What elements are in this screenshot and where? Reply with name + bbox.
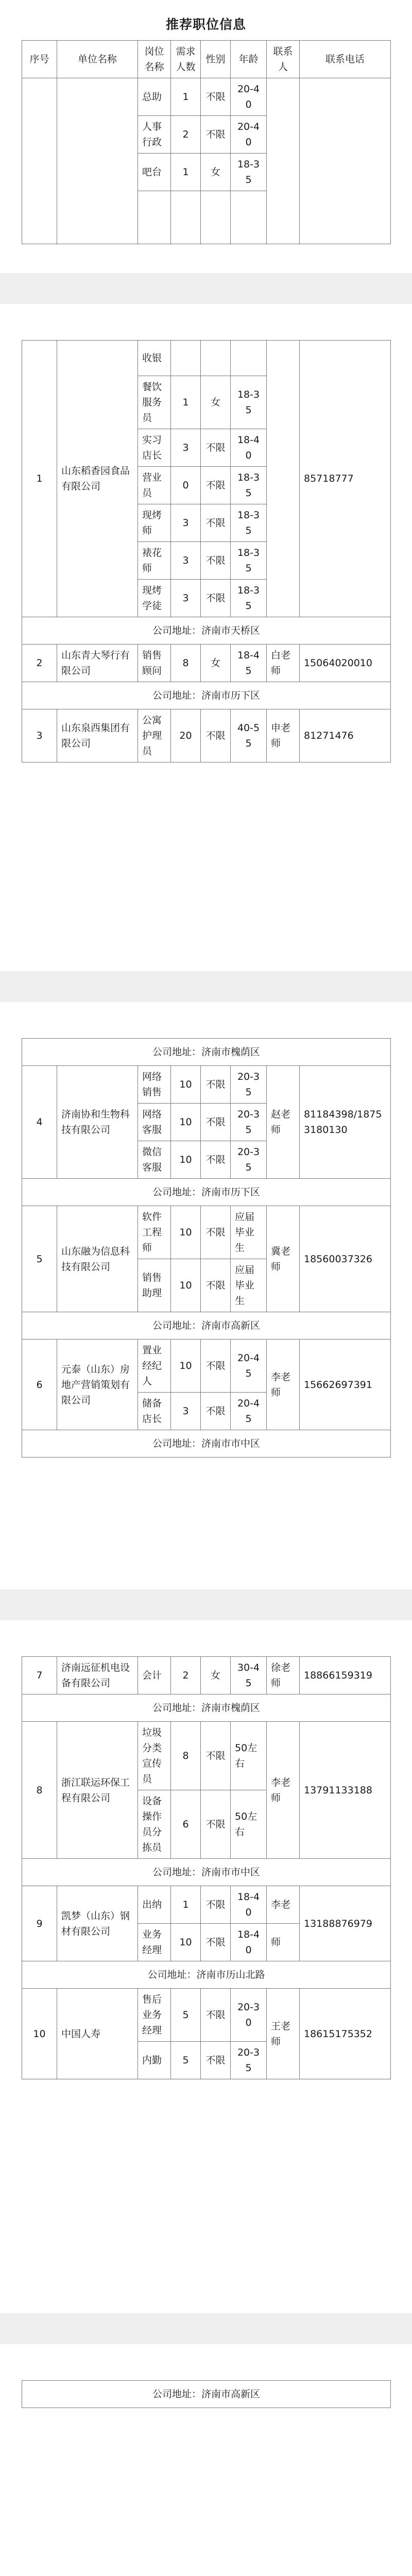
cell-job: 售后业务经理 bbox=[138, 1989, 171, 2042]
cell-job: 人事行政 bbox=[138, 116, 171, 154]
cell-age: 20-45 bbox=[231, 1393, 267, 1430]
company-contact: 申老师 bbox=[267, 709, 300, 762]
company-address: 公司地址：济南市槐荫区 bbox=[22, 1039, 391, 1066]
cell-job: 置业经纪人 bbox=[138, 1340, 171, 1393]
cell-num: 20 bbox=[171, 709, 201, 762]
company-no: 7 bbox=[22, 1657, 57, 1694]
address-row bbox=[22, 1961, 391, 1989]
table-row bbox=[22, 1886, 391, 1924]
company-name: 山东青大琴行有限公司 bbox=[57, 645, 138, 682]
header-sex: 性别 bbox=[201, 41, 231, 78]
company-address: 公司地址：济南市历下区 bbox=[22, 1179, 391, 1206]
company-contact: 徐老师 bbox=[267, 1657, 300, 1694]
address-row bbox=[22, 1859, 391, 1886]
cell-age: 18-35 bbox=[231, 376, 267, 429]
cell-job: 设备操作员分拣员 bbox=[138, 1790, 171, 1859]
cell-age: 18-40 bbox=[231, 1886, 267, 1924]
cell-num: 10 bbox=[171, 1206, 201, 1259]
company-phone: 18866159319 bbox=[300, 1657, 391, 1694]
company-table-3 bbox=[22, 1656, 391, 2079]
cell-sex: 不限 bbox=[201, 1886, 231, 1924]
company-no: 3 bbox=[22, 709, 57, 762]
cell-age: 20-35 bbox=[231, 1104, 267, 1141]
cell-num: 3 bbox=[171, 580, 201, 617]
cell-age: 20-40 bbox=[231, 78, 267, 116]
cell-num: 0 bbox=[171, 467, 201, 504]
company-address: 公司地址：济南市槐荫区 bbox=[22, 1694, 391, 1722]
table-row bbox=[22, 1066, 391, 1104]
cell-job: 业务经理 bbox=[138, 1924, 171, 1961]
cell-sex: 不限 bbox=[201, 116, 231, 154]
cell-sex bbox=[201, 191, 231, 244]
cell-num: 1 bbox=[171, 78, 201, 116]
company-name: 中国人寿 bbox=[57, 1989, 138, 2079]
company-name: 凯梦（山东）钢材有限公司 bbox=[57, 1886, 138, 1961]
cell-sex: 不限 bbox=[201, 1340, 231, 1393]
cell-num: 8 bbox=[171, 645, 201, 682]
company-phone: 18615175352 bbox=[300, 1989, 391, 2079]
company-no: 10 bbox=[22, 1989, 57, 2079]
cell-job: 网络销售 bbox=[138, 1066, 171, 1104]
cell-job: 微信客服 bbox=[138, 1141, 171, 1179]
company-no: 2 bbox=[22, 645, 57, 682]
cell-no bbox=[22, 78, 57, 244]
cell-sex: 不限 bbox=[201, 1259, 231, 1312]
cell-job: 吧台 bbox=[138, 154, 171, 191]
company-address: 公司地址：济南市天桥区 bbox=[22, 617, 391, 645]
table-row bbox=[22, 1722, 391, 1790]
company-name: 山东融为信息科技有限公司 bbox=[57, 1206, 138, 1312]
table-row bbox=[22, 1340, 391, 1393]
cell-age: 50左右 bbox=[231, 1722, 267, 1790]
cell-sex bbox=[201, 341, 231, 376]
company-phone: 15064020010 bbox=[300, 645, 391, 682]
cell-num: 3 bbox=[171, 542, 201, 580]
cell-sex: 不限 bbox=[201, 1393, 231, 1430]
header-age: 年龄 bbox=[231, 41, 267, 78]
cell-age: 50左右 bbox=[231, 1790, 267, 1859]
header-company: 单位名称 bbox=[57, 41, 138, 78]
cell-num: 1 bbox=[171, 376, 201, 429]
company-phone: 81184398/18753180130 bbox=[300, 1066, 391, 1179]
cell-age: 应届毕业生 bbox=[231, 1206, 267, 1259]
company-phone: 13188876979 bbox=[300, 1886, 391, 1961]
cell-job: 总助 bbox=[138, 78, 171, 116]
company-phone: 81271476 bbox=[300, 709, 391, 762]
company-table-2 bbox=[22, 1038, 391, 1458]
company-address: 公司地址：济南市市中区 bbox=[22, 1859, 391, 1886]
company-address: 公司地址：济南市高新区 bbox=[22, 2381, 391, 2408]
company-phone: 18560037326 bbox=[300, 1206, 391, 1312]
company-contact: 白老师 bbox=[267, 645, 300, 682]
cell-sex: 不限 bbox=[201, 1206, 231, 1259]
company-name: 元泰（山东）房地产营销策划有限公司 bbox=[57, 1340, 138, 1430]
cell-job: 内勤 bbox=[138, 2042, 171, 2079]
cell-company bbox=[57, 78, 138, 244]
company-table-4 bbox=[22, 2380, 391, 2408]
cell-sex: 不限 bbox=[201, 1104, 231, 1141]
cell-age: 18-35 bbox=[231, 154, 267, 191]
cell-num: 5 bbox=[171, 1989, 201, 2042]
cell-age: 20-45 bbox=[231, 1340, 267, 1393]
cell-age: 30-45 bbox=[231, 1657, 267, 1694]
cell-job: 现烤师 bbox=[138, 504, 171, 542]
cell-job: 营业员 bbox=[138, 467, 171, 504]
cell-age: 20-30 bbox=[231, 1989, 267, 2042]
address-row bbox=[22, 1179, 391, 1206]
cell-sex: 不限 bbox=[201, 429, 231, 467]
company-address: 公司地址：济南市历下区 bbox=[22, 682, 391, 709]
cell-job: 收银 bbox=[138, 341, 171, 376]
table-row bbox=[22, 341, 391, 376]
header-no: 序号 bbox=[22, 41, 57, 78]
cell-age: 应届毕业生 bbox=[231, 1259, 267, 1312]
address-row bbox=[22, 2381, 391, 2408]
cell-num: 6 bbox=[171, 1790, 201, 1859]
cell-age: 18-35 bbox=[231, 504, 267, 542]
address-row bbox=[22, 1430, 391, 1458]
cell-sex: 不限 bbox=[201, 580, 231, 617]
cell-age: 18-35 bbox=[231, 542, 267, 580]
header-job: 岗位名称 bbox=[138, 41, 171, 78]
cell-sex: 不限 bbox=[201, 1066, 231, 1104]
company-name: 山东稻香园食品有限公司 bbox=[57, 341, 138, 617]
cell-age: 20-35 bbox=[231, 2042, 267, 2079]
cell-job: 裱花师 bbox=[138, 542, 171, 580]
cell-num: 8 bbox=[171, 1722, 201, 1790]
cell-job: 销售顾问 bbox=[138, 645, 171, 682]
company-name: 济南协和生物科技有限公司 bbox=[57, 1066, 138, 1179]
cell-contact-part: 师 bbox=[267, 1924, 300, 1961]
cell-num: 2 bbox=[171, 1657, 201, 1694]
cell-job: 出纳 bbox=[138, 1886, 171, 1924]
company-no: 1 bbox=[22, 341, 57, 617]
cell-sex: 女 bbox=[201, 645, 231, 682]
cell-sex: 不限 bbox=[201, 1924, 231, 1961]
company-no: 4 bbox=[22, 1066, 57, 1179]
cell-sex: 不限 bbox=[201, 1722, 231, 1790]
cell-job: 销售助理 bbox=[138, 1259, 171, 1312]
table-row bbox=[22, 1657, 391, 1694]
cell-sex: 女 bbox=[201, 1657, 231, 1694]
cell-sex: 不限 bbox=[201, 1141, 231, 1179]
cell-job: 垃圾分类宣传员 bbox=[138, 1722, 171, 1790]
cell-contact-part: 李老 bbox=[267, 1886, 300, 1924]
cell-sex: 不限 bbox=[201, 467, 231, 504]
cell-num: 1 bbox=[171, 154, 201, 191]
company-contact: 李老师 bbox=[267, 1340, 300, 1430]
cell-num: 10 bbox=[171, 1141, 201, 1179]
cell-age: 18-45 bbox=[231, 645, 267, 682]
address-row bbox=[22, 617, 391, 645]
cell-num: 10 bbox=[171, 1924, 201, 1961]
company-table-1 bbox=[22, 340, 391, 762]
cell-sex: 不限 bbox=[201, 2042, 231, 2079]
header-contact: 联系人 bbox=[267, 41, 300, 78]
table-row bbox=[22, 1206, 391, 1259]
cell-age: 18-35 bbox=[231, 467, 267, 504]
company-contact: 赵老师 bbox=[267, 1066, 300, 1179]
company-contact: 王老师 bbox=[267, 1989, 300, 2079]
cell-age: 40-55 bbox=[231, 709, 267, 762]
table-row bbox=[22, 645, 391, 682]
company-contact: 冀老师 bbox=[267, 1206, 300, 1312]
header-num: 需求人数 bbox=[171, 41, 201, 78]
header-row bbox=[22, 41, 391, 78]
cell-num: 3 bbox=[171, 429, 201, 467]
cell-sex: 不限 bbox=[201, 78, 231, 116]
cell-sex: 不限 bbox=[201, 1989, 231, 2042]
cell-job: 餐饮服务员 bbox=[138, 376, 171, 429]
cell-num: 3 bbox=[171, 1393, 201, 1430]
cell-job: 储备店长 bbox=[138, 1393, 171, 1430]
cell-job: 网络客服 bbox=[138, 1104, 171, 1141]
table-row bbox=[22, 1989, 391, 2042]
address-row bbox=[22, 1694, 391, 1722]
cell-age: 18-40 bbox=[231, 1924, 267, 1961]
cell-job: 实习店长 bbox=[138, 429, 171, 467]
company-contact bbox=[267, 341, 300, 617]
cell-job: 软件工程师 bbox=[138, 1206, 171, 1259]
cell-sex: 女 bbox=[201, 154, 231, 191]
company-address: 公司地址：济南市市中区 bbox=[22, 1430, 391, 1458]
company-no: 9 bbox=[22, 1886, 57, 1961]
cell-sex: 不限 bbox=[201, 709, 231, 762]
company-address: 公司地址：济南市高新区 bbox=[22, 1312, 391, 1340]
address-row bbox=[22, 682, 391, 709]
cell-contact bbox=[267, 78, 300, 244]
cell-num: 2 bbox=[171, 116, 201, 154]
cell-age: 18-35 bbox=[231, 580, 267, 617]
table-row bbox=[22, 709, 391, 762]
company-phone: 85718777 bbox=[300, 341, 391, 617]
cell-age: 20-40 bbox=[231, 116, 267, 154]
cell-num: 1 bbox=[171, 1886, 201, 1924]
page-5 bbox=[0, 2344, 412, 2576]
header-table bbox=[22, 40, 391, 244]
address-row bbox=[22, 1312, 391, 1340]
company-address: 公司地址：济南市历山北路 bbox=[22, 1961, 391, 1989]
company-contact: 李老师 bbox=[267, 1722, 300, 1859]
cell-job: 现烤学徒 bbox=[138, 580, 171, 617]
cell-sex: 不限 bbox=[201, 542, 231, 580]
company-phone: 15662697391 bbox=[300, 1340, 391, 1430]
cell-num: 10 bbox=[171, 1066, 201, 1104]
cell-age: 18-40 bbox=[231, 429, 267, 467]
address-row bbox=[22, 1039, 391, 1066]
table-row bbox=[22, 78, 391, 116]
cell-sex: 不限 bbox=[201, 504, 231, 542]
cell-num: 10 bbox=[171, 1259, 201, 1312]
cell-num: 10 bbox=[171, 1104, 201, 1141]
page-title: 推荐职位信息 bbox=[165, 17, 246, 32]
company-no: 5 bbox=[22, 1206, 57, 1312]
company-name: 浙江联运环保工程有限公司 bbox=[57, 1722, 138, 1859]
company-phone: 13791133188 bbox=[300, 1722, 391, 1859]
company-name: 山东泉西集团有限公司 bbox=[57, 709, 138, 762]
company-no: 6 bbox=[22, 1340, 57, 1430]
cell-num: 5 bbox=[171, 2042, 201, 2079]
cell-sex: 女 bbox=[201, 376, 231, 429]
cell-age: 20-35 bbox=[231, 1141, 267, 1179]
cell-num: 3 bbox=[171, 504, 201, 542]
header-phone: 联系电话 bbox=[300, 41, 391, 78]
cell-job bbox=[138, 191, 171, 244]
company-no: 8 bbox=[22, 1722, 57, 1859]
company-name: 济南远征机电设备有限公司 bbox=[57, 1657, 138, 1694]
cell-job: 公寓护理员 bbox=[138, 709, 171, 762]
cell-num: 10 bbox=[171, 1340, 201, 1393]
cell-job: 会计 bbox=[138, 1657, 171, 1694]
cell-num bbox=[171, 341, 201, 376]
cell-num bbox=[171, 191, 201, 244]
cell-age bbox=[231, 341, 267, 376]
cell-sex: 不限 bbox=[201, 1790, 231, 1859]
cell-age: 20-35 bbox=[231, 1066, 267, 1104]
cell-age bbox=[231, 191, 267, 244]
cell-phone bbox=[300, 78, 391, 244]
